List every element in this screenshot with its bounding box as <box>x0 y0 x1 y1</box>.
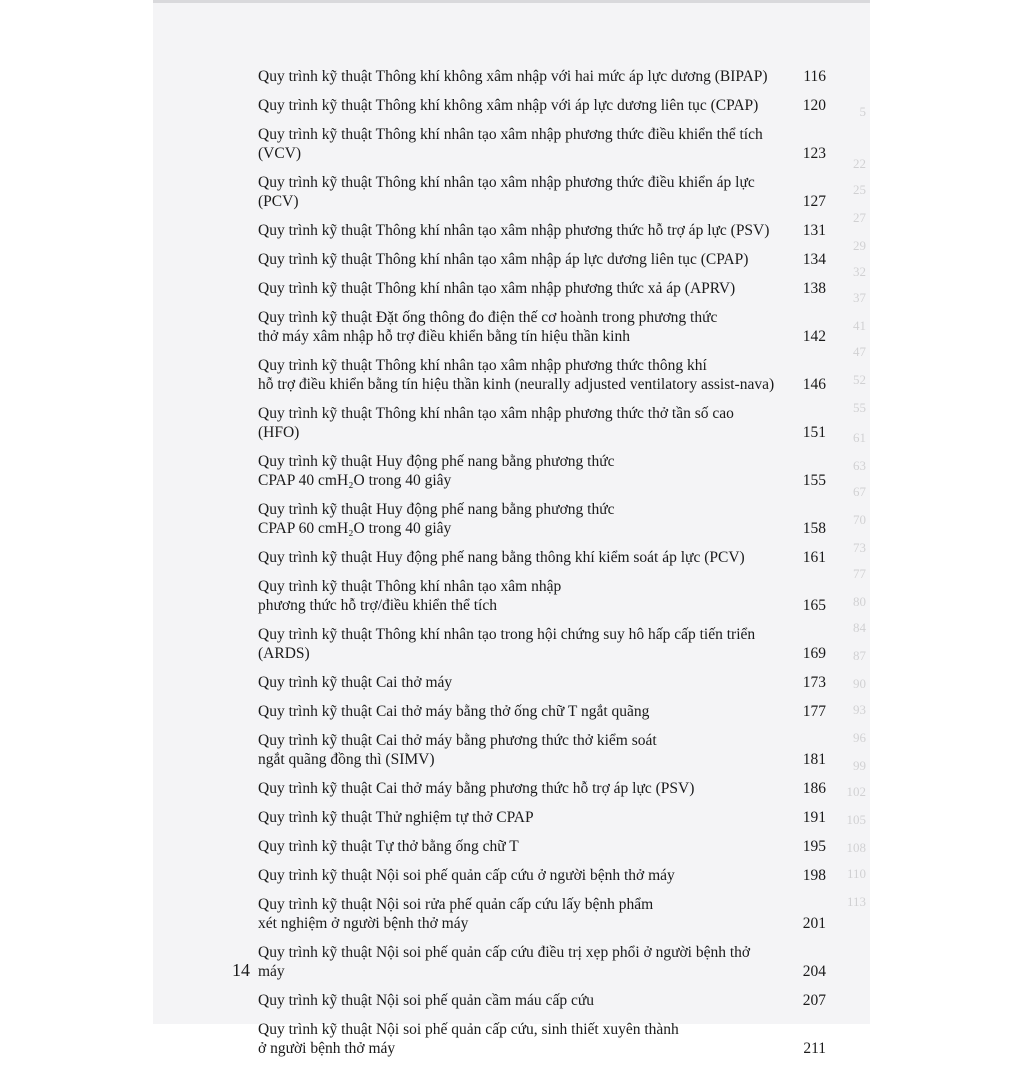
toc-entry-page-number: 191 <box>802 809 826 826</box>
toc-entry <box>258 672 826 693</box>
toc-entry-title-line: Quy trình kỹ thuật Cai thở máy bằng thở ống chữ T ngắt quãng <box>258 703 650 720</box>
toc-entry-title <box>258 1020 788 1058</box>
toc-entry-page-number: 155 <box>802 472 826 489</box>
toc-entry <box>258 894 826 934</box>
toc-entry-title <box>258 702 788 721</box>
toc-entry-page-number: 204 <box>802 963 826 980</box>
toc-entry-title <box>258 308 788 346</box>
toc-entry-page-number: 131 <box>802 222 826 239</box>
toc-entry <box>258 95 826 116</box>
toc-entry-page-number: 127 <box>802 193 826 210</box>
toc-entry-title-line: Quy trình kỹ thuật Nội soi phế quản cầm máu cấp cứu <box>258 992 594 1009</box>
toc-entry-title-line: Quy trình kỹ thuật Thông khí không xâm nhập với hai mức áp lực dương (BIPAP) <box>258 68 768 85</box>
page-number: 14 <box>232 960 250 980</box>
toc-entry-page-number: 165 <box>802 597 826 614</box>
toc-entry-page-number: 211 <box>803 1040 826 1057</box>
toc-entry-page-number: 158 <box>802 520 826 537</box>
toc-entry-page-number: 198 <box>802 867 826 884</box>
toc-entry-title-line: Quy trình kỹ thuật Thông khí nhân tạo xâm nhập phương thức điều khiển thể tích (VCV) <box>258 126 763 162</box>
toc-entry-page-number: 116 <box>803 68 826 85</box>
toc-entry-title <box>258 250 788 269</box>
toc-entry-title-line: CPAP 40 cmH₂O trong 40 giây <box>258 472 452 489</box>
toc-entry-title-line: ở người bệnh thở máy <box>258 1040 396 1057</box>
toc-entry-title <box>258 837 788 856</box>
toc-entry-title-line: Quy trình kỹ thuật Thông khí không xâm nhập với áp lực dương liên tục (CPAP) <box>258 97 759 114</box>
toc-entry <box>258 701 826 722</box>
toc-entry-title <box>258 943 788 981</box>
toc-entry-title-line: Quy trình kỹ thuật Cai thở máy <box>258 674 453 691</box>
toc-entry <box>258 865 826 886</box>
toc-entry-title-line: Quy trình kỹ thuật Nội soi phế quản cấp cứu ở người bệnh thở máy <box>258 867 675 884</box>
toc-entry <box>258 807 826 828</box>
toc-entry-page-number: 181 <box>802 751 826 768</box>
toc-entry-title-line: ngắt quãng đồng thì (SIMV) <box>258 751 435 768</box>
toc-entry <box>258 172 826 212</box>
toc-entry-title-line: Quy trình kỹ thuật Thông khí nhân tạo trong hội chứng suy hô hấp cấp tiến triển (ARDS) <box>258 626 756 662</box>
toc-entry <box>258 451 826 491</box>
toc-entry <box>258 499 826 539</box>
toc-entry-page-number: 169 <box>802 645 826 662</box>
toc-entry-page-number: 138 <box>802 280 826 297</box>
toc-entry-title <box>258 866 788 885</box>
toc-entry-title-line: Quy trình kỹ thuật Thử nghiệm tự thở CPAP <box>258 809 534 826</box>
toc-entry-title <box>258 731 788 769</box>
toc-entry-page-number: 177 <box>802 703 826 720</box>
toc-entry-title-line: Quy trình kỹ thuật Thông khí nhân tạo xâm nhập phương thức thông khí <box>258 357 707 374</box>
toc-entry-title-line: hỗ trợ điều khiển bằng tín hiệu thần kinh (neurally adjusted ventilatory assist-nava) <box>258 376 775 393</box>
table-of-contents <box>258 66 826 1067</box>
toc-entry-page-number: 186 <box>802 780 826 797</box>
toc-entry <box>258 576 826 616</box>
toc-entry-title-line: phương thức hỗ trợ/điều khiển thể tích <box>258 597 497 614</box>
toc-entry-page-number: 207 <box>802 992 826 1009</box>
toc-entry-title-line: Quy trình kỹ thuật Thông khí nhân tạo xâm nhập phương thức hỗ trợ áp lực (PSV) <box>258 222 770 239</box>
toc-entry <box>258 624 826 664</box>
toc-entry-title <box>258 577 788 615</box>
toc-entry <box>258 249 826 270</box>
toc-entry-title <box>258 673 788 692</box>
show-through-text: 5 22 25 27 29 32 37 41 47 52 55 61 63 67 70 73 77 80 84 87 90 93 96 99 102 105 108 110 113 <box>846 104 866 909</box>
toc-entry-title <box>258 895 788 933</box>
toc-entry-title-line: Quy trình kỹ thuật Nội soi phế quản cấp cứu điều trị xẹp phổi ở người bệnh thở máy <box>258 944 751 980</box>
toc-entry <box>258 836 826 857</box>
toc-entry-title-line: Quy trình kỹ thuật Thông khí nhân tạo xâm nhập phương thức thở tần số cao (HFO) <box>258 405 734 441</box>
toc-entry-title <box>258 452 788 490</box>
toc-entry-title-line: Quy trình kỹ thuật Cai thở máy bằng phương thức hỗ trợ áp lực (PSV) <box>258 780 695 797</box>
toc-entry-title <box>258 991 788 1010</box>
toc-entry-title <box>258 221 788 240</box>
toc-entry-title <box>258 356 788 394</box>
toc-entry-title-line: Quy trình kỹ thuật Nội soi rửa phế quản cấp cứu lấy bệnh phẩm <box>258 896 654 913</box>
toc-entry-page-number: 161 <box>802 549 826 566</box>
toc-entry-page-number: 173 <box>802 674 826 691</box>
toc-entry <box>258 355 826 395</box>
toc-entry <box>258 547 826 568</box>
toc-entry-title <box>258 548 788 567</box>
toc-entry-title-line: Quy trình kỹ thuật Thông khí nhân tạo xâm nhập <box>258 578 562 595</box>
toc-entry-title-line: xét nghiệm ở người bệnh thở máy <box>258 915 469 932</box>
toc-entry-title-line: Quy trình kỹ thuật Tự thở bằng ống chữ T <box>258 838 519 855</box>
toc-entry-title <box>258 404 788 442</box>
toc-entry-title-line: Quy trình kỹ thuật Thông khí nhân tạo xâm nhập áp lực dương liên tục (CPAP) <box>258 251 749 268</box>
toc-entry <box>258 778 826 799</box>
toc-entry-page-number: 142 <box>802 328 826 345</box>
toc-entry-title-line: Quy trình kỹ thuật Thông khí nhân tạo xâm nhập phương thức điều khiển áp lực (PCV) <box>258 174 755 210</box>
toc-entry-page-number: 120 <box>802 97 826 114</box>
toc-entry-page-number: 195 <box>802 838 826 855</box>
toc-entry-title <box>258 67 788 86</box>
toc-entry-title-line: thở máy xâm nhập hỗ trợ điều khiển bằng tín hiệu thần kinh <box>258 328 630 345</box>
toc-entry-title <box>258 500 788 538</box>
toc-entry-title-line: Quy trình kỹ thuật Nội soi phế quản cấp cứu, sinh thiết xuyên thành <box>258 1021 679 1038</box>
toc-entry-title <box>258 125 788 163</box>
toc-entry-title-line: Quy trình kỹ thuật Thông khí nhân tạo xâm nhập phương thức xả áp (APRV) <box>258 280 736 297</box>
toc-entry-title <box>258 625 788 663</box>
toc-entry-title <box>258 808 788 827</box>
toc-entry <box>258 942 826 982</box>
toc-entry-page-number: 134 <box>802 251 826 268</box>
toc-entry-title-line: Quy trình kỹ thuật Huy động phế nang bằng phương thức <box>258 453 615 470</box>
toc-entry <box>258 66 826 87</box>
toc-entry <box>258 990 826 1011</box>
toc-entry-title <box>258 96 788 115</box>
toc-entry-page-number: 146 <box>802 376 826 393</box>
toc-entry-page-number: 201 <box>802 915 826 932</box>
toc-entry-title-line: Quy trình kỹ thuật Huy động phế nang bằng thông khí kiểm soát áp lực (PCV) <box>258 549 745 566</box>
toc-entry-title-line: CPAP 60 cmH₂O trong 40 giây <box>258 520 452 537</box>
toc-entry-title-line: Quy trình kỹ thuật Huy động phế nang bằng phương thức <box>258 501 615 518</box>
book-page <box>153 0 870 1057</box>
toc-entry <box>258 730 826 770</box>
toc-entry-page-number: 123 <box>802 145 826 162</box>
toc-entry <box>258 403 826 443</box>
toc-entry <box>258 1019 826 1059</box>
toc-entry-title <box>258 779 788 798</box>
toc-entry-title-line: Quy trình kỹ thuật Đặt ống thông đo điện thế cơ hoành trong phương thức <box>258 309 718 326</box>
toc-entry-title <box>258 279 788 298</box>
toc-entry <box>258 307 826 347</box>
toc-entry-title-line: Quy trình kỹ thuật Cai thở máy bằng phương thức thở kiểm soát <box>258 732 657 749</box>
toc-entry <box>258 278 826 299</box>
toc-entry-title <box>258 173 788 211</box>
toc-entry-page-number: 151 <box>802 424 826 441</box>
toc-entry <box>258 124 826 164</box>
toc-entry <box>258 220 826 241</box>
